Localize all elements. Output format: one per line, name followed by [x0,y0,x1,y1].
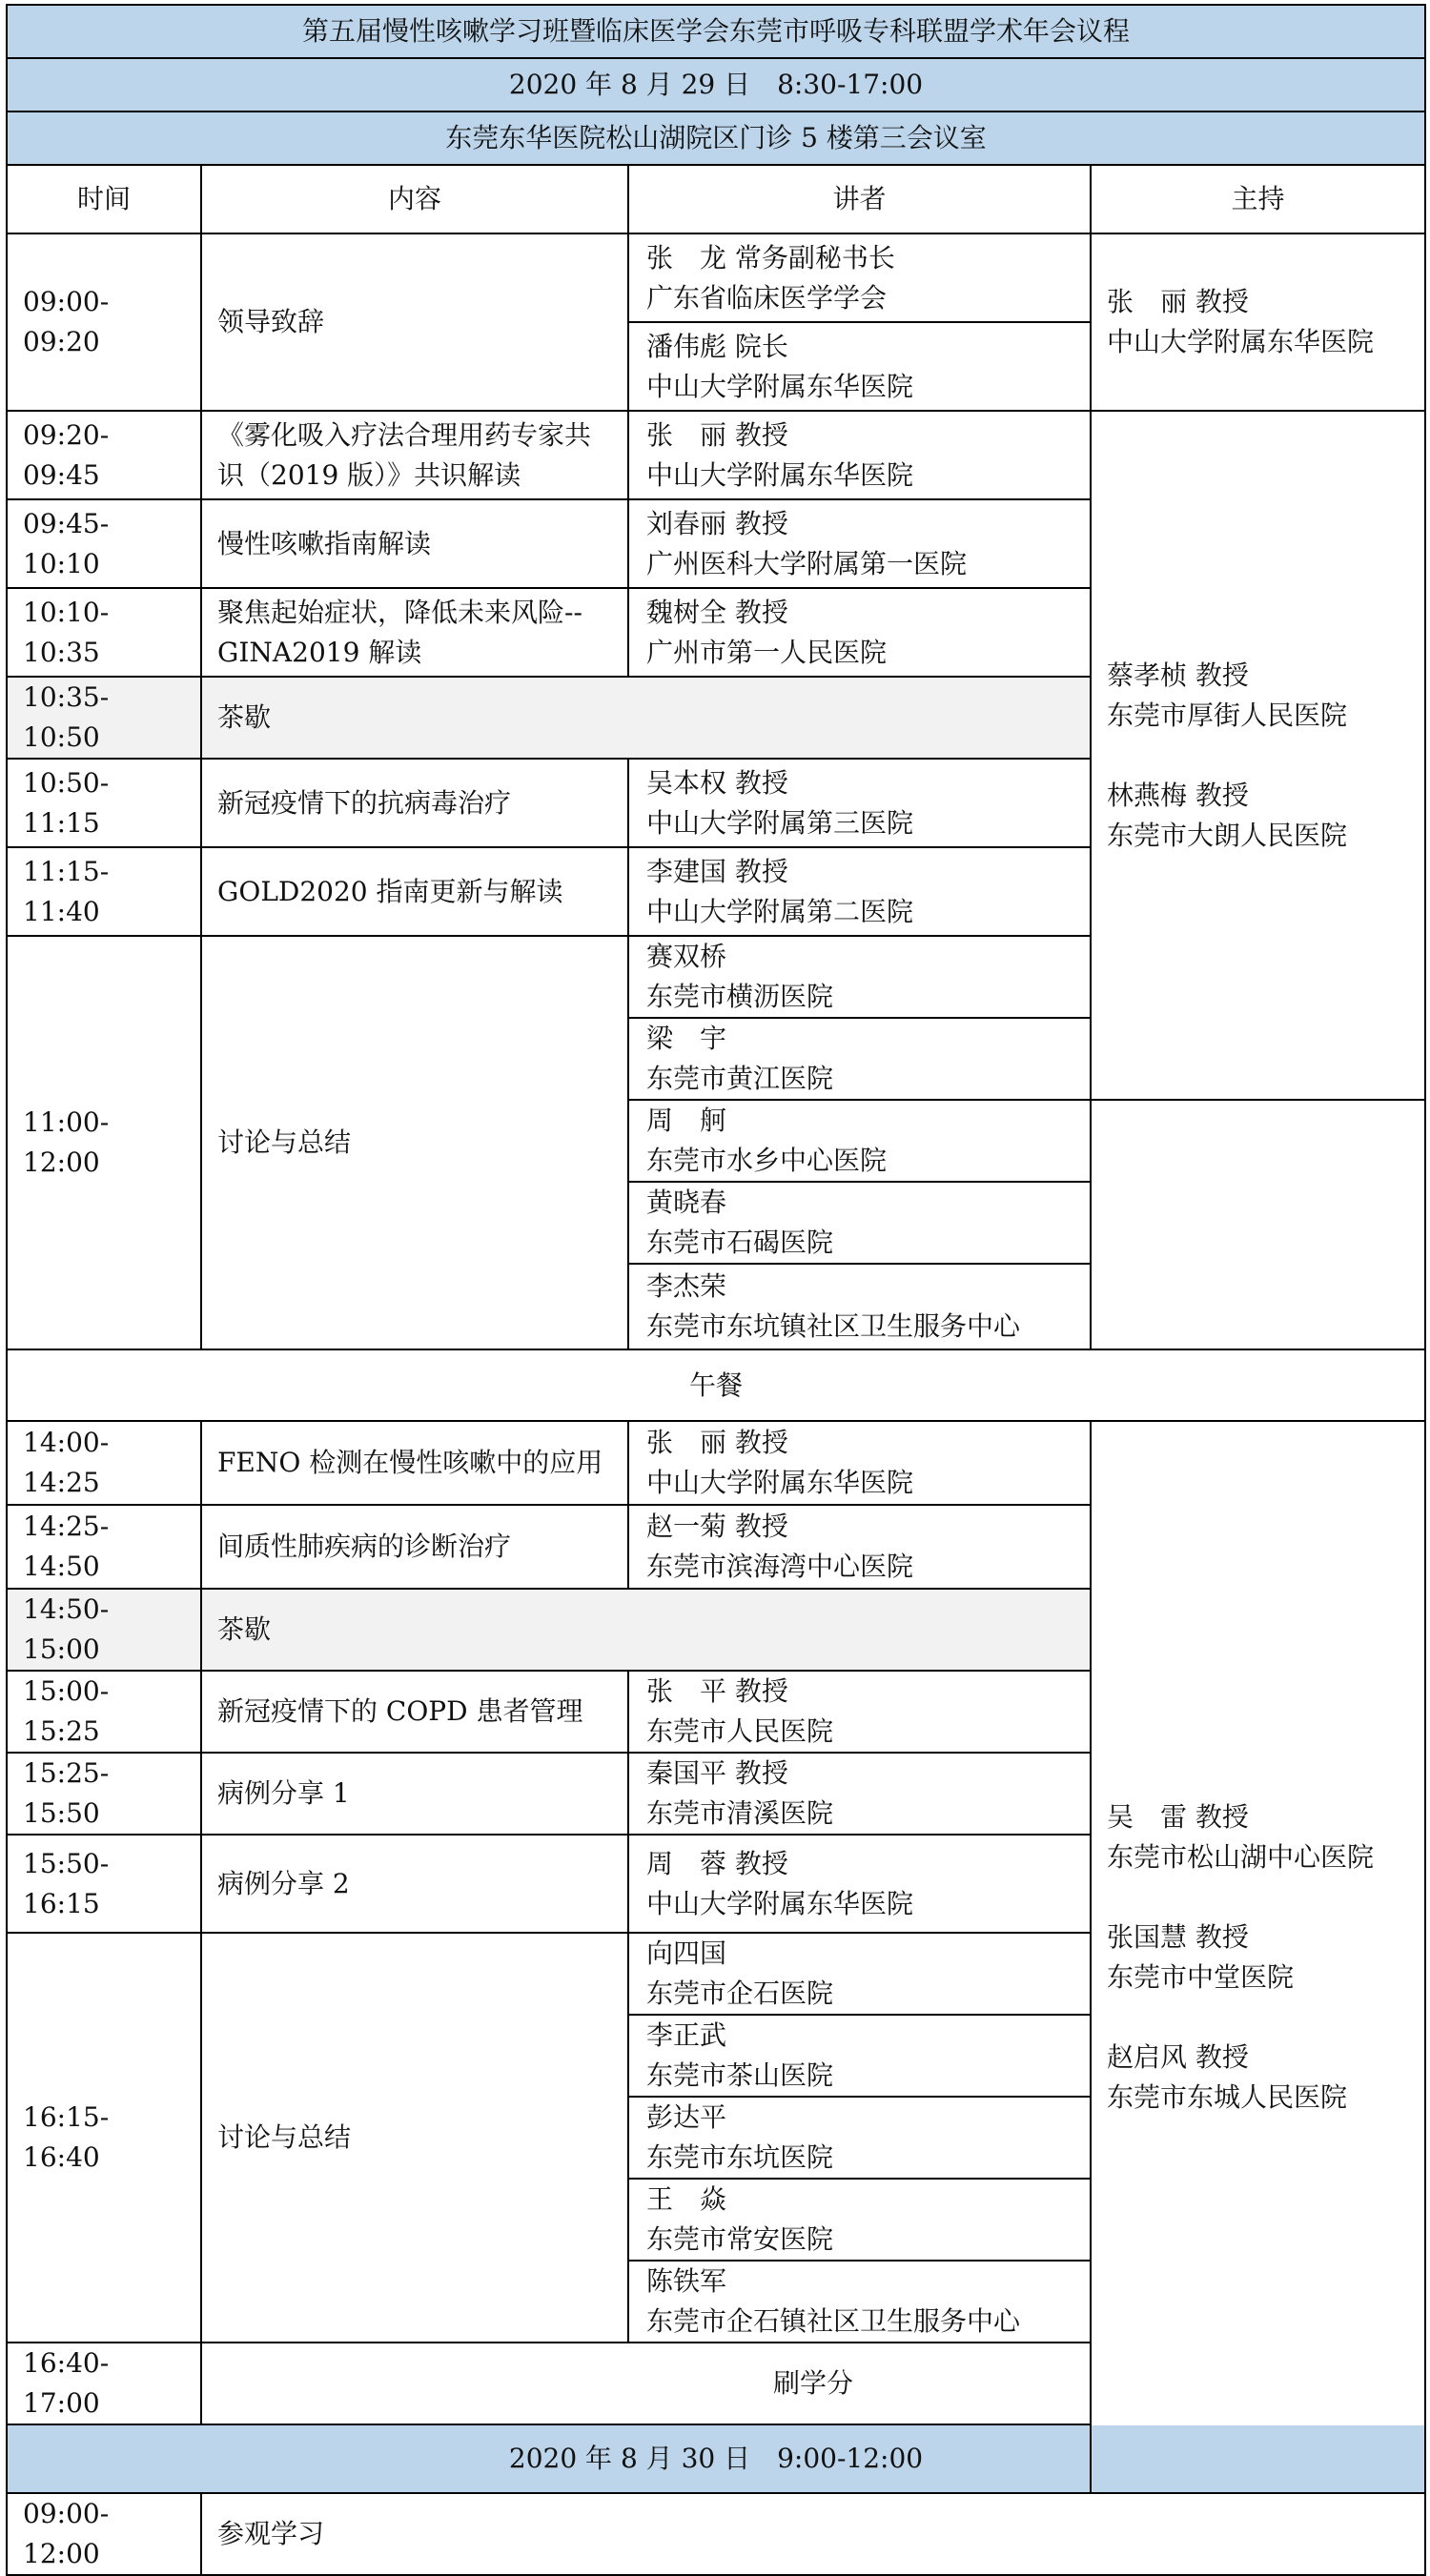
session-time: 10:10-10:35 [7,588,201,677]
session-time: 15:00-15:25 [7,1671,201,1753]
host-org: 东莞市厚街人民医院 [1107,699,1348,731]
speaker-org: 东莞市常安医院 [646,2223,834,2255]
col-header-speaker: 讲者 [628,165,1091,233]
speaker-cell [628,1671,1091,1753]
host-cell [1091,411,1425,1100]
lunch-break: 午餐 [7,1349,1425,1421]
host-name: 吴 雷 教授 [1107,1800,1249,1833]
speaker-name: 周 蓉 教授 [646,1847,788,1879]
speaker-name: 张 丽 教授 [646,1427,788,1458]
speaker-name: 梁 宇 [646,1023,727,1054]
speaker-org: 东莞市水乡中心医院 [646,1145,888,1176]
session-topic: 慢性咳嗽指南解读 [201,499,628,588]
speaker-name: 周 舸 [646,1105,727,1136]
col-header-host: 主持 [1091,165,1425,233]
session-row [7,2493,1425,2575]
speaker-org: 东莞市东坑镇社区卫生服务中心 [646,1310,1021,1342]
session-time: 16:15-16:40 [7,1933,201,2343]
host-cell [1091,233,1425,411]
speaker-cell [628,1505,1091,1589]
speaker-cell [628,1018,1091,1100]
speaker-name: 李正武 [646,2019,727,2051]
speaker-cell [628,1933,1091,2015]
speaker-name: 吴本权 教授 [646,766,788,799]
speaker-org: 中山大学附属第三医院 [646,806,914,839]
session-row [7,2343,1425,2424]
speaker-org: 东莞市清溪医院 [646,1797,834,1829]
speaker-cell [628,1264,1091,1349]
speaker-org: 广东省临床医学学会 [646,281,888,314]
speaker-cell [628,499,1091,588]
host-org: 东莞市松山湖中心医院 [1107,1840,1375,1873]
speaker-name: 张 丽 教授 [646,418,788,451]
speaker-name: 赵一菊 教授 [646,1511,788,1542]
speaker-cell [628,1182,1091,1264]
col-header-time: 时间 [7,165,201,233]
speaker-org: 东莞市企石镇社区卫生服务中心 [646,2305,1021,2337]
session-time: 14:25-14:50 [7,1505,201,1589]
host-org: 东莞市中堂医院 [1107,1960,1295,1993]
speaker-org: 中山大学附属东华医院 [646,1887,914,1919]
speaker-name: 潘伟彪 院长 [646,330,788,362]
day2-date: 2020 年 8 月 30 日 9:00-12:00 [7,2424,1425,2493]
session-time: 11:15-11:40 [7,847,201,936]
speaker-cell [628,1100,1091,1182]
session-time: 09:00-12:00 [7,2493,201,2575]
speaker-cell [628,322,1091,411]
speaker-org: 东莞市横沥医院 [646,981,834,1012]
session-row [7,233,1425,322]
session-topic: 病例分享 2 [201,1835,628,1933]
col-header-content: 内容 [201,165,628,233]
day1-date: 2020 年 8 月 29 日 8:30-17:00 [7,58,1425,112]
host-name: 赵启风 教授 [1107,2040,1249,2073]
session-topic: 《雾化吸入疗法合理用药专家共识（2019 版）》共识解读 [201,411,628,499]
session-topic: 新冠疫情下的 COPD 患者管理 [201,1671,628,1753]
speaker-name: 黄晓春 [646,1187,727,1218]
session-time: 10:35-10:50 [7,677,201,759]
session-time: 16:40-17:00 [7,2343,201,2424]
speaker-name: 魏树全 教授 [646,596,788,628]
speaker-name: 秦国平 教授 [646,1757,788,1789]
session-time: 14:50-15:00 [7,1589,201,1671]
speaker-org: 东莞市企石医院 [646,1978,834,2009]
session-topic: 参观学习 [201,2493,1425,2575]
speaker-org: 中山大学附属东华医院 [646,458,914,491]
session-row [7,411,1425,499]
speaker-name: 李建国 教授 [646,855,788,887]
session-time: 09:00-09:20 [7,233,201,411]
tea-break: 茶歇 [201,677,1091,759]
speaker-org: 东莞市东坑医院 [646,2141,834,2173]
speaker-name: 张 龙 常务副秘书长 [646,241,895,274]
speaker-cell [628,847,1091,936]
speaker-name: 彭达平 [646,2101,727,2133]
host-org: 东莞市东城人民医院 [1107,2080,1348,2113]
speaker-name: 陈铁军 [646,2265,727,2297]
session-topic: 聚焦起始症状，降低未来风险--GINA2019 解读 [201,588,628,677]
speaker-cell [628,588,1091,677]
speaker-org: 东莞市黄江医院 [646,1063,834,1094]
speaker-cell [628,759,1091,847]
session-topic: 讨论与总结 [201,1933,628,2343]
speaker-name: 李杰荣 [646,1270,727,1302]
speaker-cell [628,1835,1091,1933]
session-time: 15:25-15:50 [7,1753,201,1835]
speaker-org: 东莞市滨海湾中心医院 [646,1551,914,1582]
speaker-name: 刘春丽 教授 [646,507,788,539]
speaker-org: 东莞市石碣医院 [646,1227,834,1258]
speaker-org: 中山大学附属东华医院 [646,370,914,402]
host-cell [1091,1421,1425,2493]
session-topic: 病例分享 1 [201,1753,628,1835]
session-row [7,1421,1425,1505]
tea-break: 茶歇 [201,1589,1091,1671]
session-topic: GOLD2020 指南更新与解读 [201,847,628,936]
session-topic: 间质性肺疾病的诊断治疗 [201,1505,628,1589]
host-name: 林燕梅 教授 [1107,779,1249,811]
speaker-cell [628,2015,1091,2097]
agenda-title: 第五届慢性咳嗽学习班暨临床医学会东莞市呼吸专科联盟学术年会议程 [7,5,1425,58]
speaker-cell [628,2261,1091,2343]
speaker-name: 王 焱 [646,2183,727,2215]
speaker-cell [628,936,1091,1018]
session-time: 15:50-16:15 [7,1835,201,1933]
session-topic: 领导致辞 [201,233,628,411]
speaker-org: 广州医科大学附属第一医院 [646,547,968,579]
speaker-cell [628,2097,1091,2179]
session-topic: 新冠疫情下的抗病毒治疗 [201,759,628,847]
venue: 东莞东华医院松山湖院区门诊 5 楼第三会议室 [7,112,1425,165]
speaker-cell [628,411,1091,499]
session-time: 09:45-10:10 [7,499,201,588]
session-topic: FENO 检测在慢性咳嗽中的应用 [201,1421,628,1505]
host-name: 张 丽 教授 [1107,286,1249,317]
speaker-org: 中山大学附属东华医院 [646,1467,914,1498]
speaker-org: 东莞市茶山医院 [646,2059,834,2091]
host-org: 中山大学附属东华医院 [1107,326,1375,357]
speaker-org: 东莞市人民医院 [646,1715,834,1747]
speaker-cell [628,2179,1091,2261]
speaker-org: 广州市第一人民医院 [646,636,888,668]
session-time: 11:00-12:00 [7,936,201,1349]
speaker-cell [628,233,1091,322]
host-name: 蔡孝桢 教授 [1107,659,1249,691]
session-time: 14:00-14:25 [7,1421,201,1505]
speaker-name: 张 平 教授 [646,1675,788,1707]
credit-registration: 刷学分 [201,2343,1425,2424]
speaker-name: 赛双桥 [646,941,727,972]
speaker-org: 中山大学附属第二医院 [646,895,914,927]
session-time: 10:50-11:15 [7,759,201,847]
session-topic: 讨论与总结 [201,936,628,1349]
host-name: 张国慧 教授 [1107,1920,1249,1953]
speaker-name: 向四国 [646,1937,727,1969]
speaker-cell [628,1753,1091,1835]
session-time: 09:20-09:45 [7,411,201,499]
speaker-cell [628,1421,1091,1505]
agenda-table [6,4,1426,2576]
host-org: 东莞市大朗人民医院 [1107,819,1348,851]
